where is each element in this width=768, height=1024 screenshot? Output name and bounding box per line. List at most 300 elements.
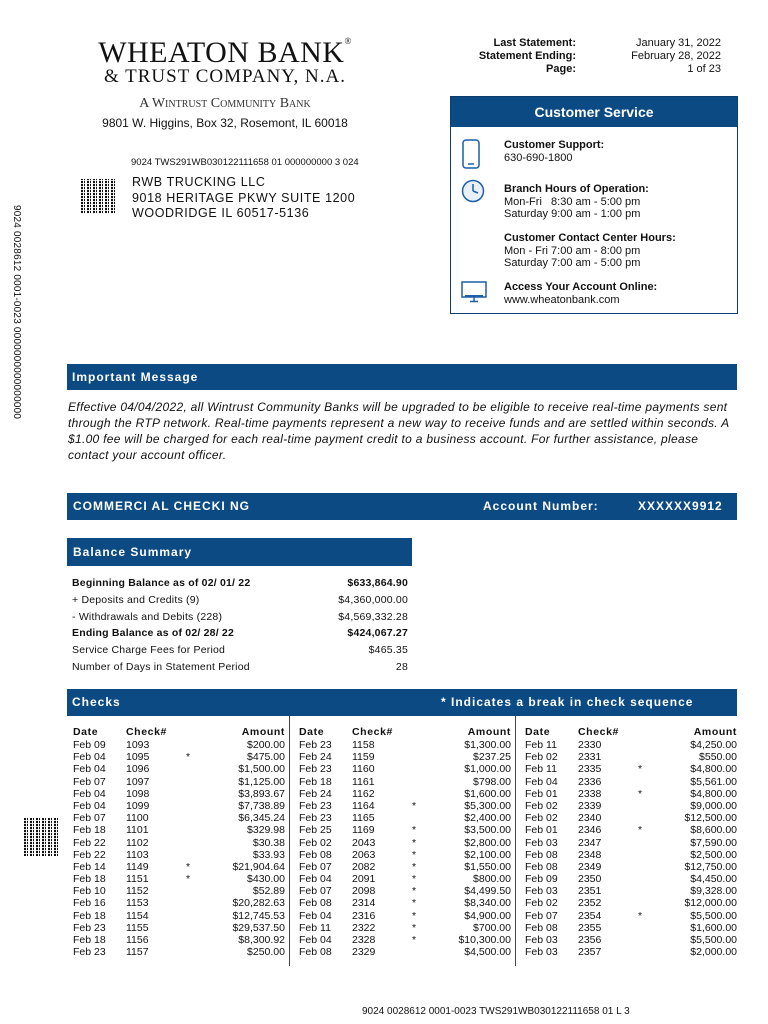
check-row bbox=[299, 739, 511, 751]
sequence-break-marker bbox=[178, 837, 198, 849]
check-number: 2098 bbox=[352, 885, 376, 898]
check-amount: $2,100.00 bbox=[464, 848, 511, 861]
check-row bbox=[525, 739, 737, 751]
check-number: 2348 bbox=[578, 848, 602, 861]
sequence-break-marker bbox=[178, 934, 198, 946]
sequence-break-marker bbox=[178, 897, 198, 909]
check-date: Feb 03 bbox=[525, 885, 558, 898]
check-number: 2322 bbox=[352, 921, 376, 934]
checks-column-1 bbox=[73, 725, 285, 958]
check-number: 1100 bbox=[126, 812, 149, 825]
check-date: Feb 04 bbox=[73, 763, 106, 776]
balance-row-value: $4,569,332.28 bbox=[338, 610, 408, 623]
balance-row bbox=[72, 575, 408, 592]
check-amount: $12,000.00 bbox=[684, 897, 737, 910]
sequence-break-marker bbox=[178, 849, 198, 861]
check-amount: $5,500.00 bbox=[690, 934, 737, 946]
check-row bbox=[299, 885, 511, 897]
check-amount: $200.00 bbox=[247, 739, 285, 751]
sequence-break-marker bbox=[178, 776, 198, 788]
check-row bbox=[73, 910, 285, 922]
check-number: 2347 bbox=[578, 836, 602, 849]
check-row bbox=[299, 873, 511, 885]
check-row bbox=[73, 861, 285, 873]
sequence-break-marker bbox=[178, 800, 198, 812]
check-number: 2314 bbox=[352, 897, 376, 910]
check-amount: $6,345.24 bbox=[238, 812, 285, 825]
sequence-break-marker bbox=[630, 873, 650, 885]
check-number: 2331 bbox=[578, 751, 602, 764]
check-row bbox=[299, 946, 511, 958]
sequence-break-marker: * bbox=[637, 763, 643, 776]
check-number: 1164 bbox=[352, 799, 375, 812]
check-row bbox=[299, 849, 511, 861]
important-message-header: Important Message bbox=[67, 364, 737, 390]
balance-row-value: 28 bbox=[395, 660, 408, 673]
checks-column-3 bbox=[525, 725, 737, 958]
check-number: 1102 bbox=[126, 836, 149, 849]
check-amount: $329.98 bbox=[247, 824, 285, 837]
check-amount: $2,000.00 bbox=[690, 946, 737, 959]
check-number: 2357 bbox=[578, 946, 602, 959]
account-number-label: Account Number: bbox=[483, 499, 599, 513]
sequence-break-marker bbox=[404, 739, 424, 751]
check-date: Feb 22 bbox=[73, 836, 106, 849]
check-amount: $5,561.00 bbox=[690, 775, 737, 788]
check-date: Feb 14 bbox=[73, 860, 106, 873]
check-row bbox=[299, 751, 511, 763]
check-number: 2339 bbox=[578, 799, 602, 812]
check-date: Feb 18 bbox=[73, 873, 106, 886]
check-amount: $430.00 bbox=[247, 873, 285, 886]
check-row bbox=[525, 824, 737, 836]
check-amount: $21,904.64 bbox=[232, 860, 285, 873]
check-amount: $8,600.00 bbox=[690, 824, 737, 837]
account-type: COMMERCI AL CHECKI NG bbox=[73, 499, 250, 513]
check-row bbox=[299, 776, 511, 788]
balance-row-label: Ending Balance as of 02/ 28/ 22 bbox=[72, 627, 235, 640]
sequence-break-marker bbox=[178, 812, 198, 824]
sequence-break-marker bbox=[630, 739, 650, 751]
check-date: Feb 07 bbox=[525, 909, 558, 922]
check-number: 2082 bbox=[352, 860, 376, 873]
header-spacer bbox=[178, 725, 198, 739]
check-number: 1169 bbox=[352, 824, 375, 837]
balance-row bbox=[72, 642, 408, 659]
check-amount: $4,800.00 bbox=[690, 763, 737, 776]
balance-row bbox=[72, 659, 408, 676]
check-row bbox=[73, 788, 285, 800]
balance-row-value: $633,864.90 bbox=[347, 577, 408, 589]
qr-barcode-icon bbox=[81, 179, 115, 213]
sequence-break-marker bbox=[630, 837, 650, 849]
check-amount: $3,500.00 bbox=[464, 824, 511, 837]
bank-name: WHEATON BANK® bbox=[98, 36, 352, 69]
sequence-break-marker: * bbox=[411, 824, 417, 837]
check-row bbox=[299, 800, 511, 812]
check-date: Feb 07 bbox=[73, 775, 106, 788]
balance-summary-header: Balance Summary bbox=[67, 538, 412, 566]
header-date: Date bbox=[73, 726, 99, 738]
check-date: Feb 04 bbox=[525, 775, 558, 788]
check-date: Feb 07 bbox=[73, 812, 106, 825]
check-number: 1103 bbox=[126, 848, 149, 861]
sequence-break-marker bbox=[178, 910, 198, 922]
sequence-break-marker bbox=[404, 812, 424, 824]
footer-code: 9024 0028612 0001-0023 TWS291WB030122111658 01 L 3 bbox=[362, 1006, 630, 1017]
check-amount: $12,500.00 bbox=[684, 812, 737, 825]
check-date: Feb 08 bbox=[525, 921, 558, 934]
check-date: Feb 01 bbox=[525, 787, 558, 800]
check-date: Feb 08 bbox=[299, 848, 332, 861]
balance-row-label: Number of Days in Statement Period bbox=[72, 660, 250, 673]
sequence-break-marker: * bbox=[411, 836, 417, 849]
header-check-number: Check# bbox=[352, 726, 393, 738]
sequence-break-marker: * bbox=[411, 909, 417, 922]
sequence-break-marker bbox=[404, 776, 424, 788]
check-date: Feb 04 bbox=[73, 787, 106, 800]
check-number: 2329 bbox=[352, 946, 376, 959]
check-date: Feb 08 bbox=[525, 860, 558, 873]
balance-row bbox=[72, 609, 408, 626]
statement-meta-values bbox=[580, 37, 721, 76]
check-number: 2346 bbox=[578, 824, 602, 837]
check-number: 2338 bbox=[578, 787, 602, 800]
check-amount: $9,328.00 bbox=[690, 885, 737, 898]
mailing-address: RWB TRUCKING LLC 9018 HERITAGE PKWY SUITE 1200 WOODRIDGE IL 60517-5136 bbox=[132, 175, 356, 220]
check-row bbox=[73, 946, 285, 958]
check-amount: $800.00 bbox=[473, 873, 511, 886]
check-row bbox=[525, 910, 737, 922]
check-row bbox=[299, 812, 511, 824]
check-row bbox=[525, 776, 737, 788]
sequence-break-marker: * bbox=[185, 751, 191, 764]
check-date: Feb 23 bbox=[299, 812, 332, 825]
check-number: 1095 bbox=[126, 751, 150, 764]
check-number: 1152 bbox=[126, 885, 149, 898]
branch-hours: Branch Hours of Operation: Mon-Fri 8:30 am - 5:00 pm Saturday 9:00 am - 1:00 pm bbox=[504, 183, 649, 220]
check-row bbox=[525, 837, 737, 849]
check-date: Feb 09 bbox=[525, 873, 558, 886]
check-amount: $29,537.50 bbox=[232, 921, 285, 934]
contact-center-hours: Customer Contact Center Hours: Mon - Fri 7:00 am - 8:00 pm Saturday 7:00 am - 5:00 pm bbox=[504, 232, 676, 269]
sequence-break-marker: * bbox=[411, 848, 417, 861]
check-amount: $1,000.00 bbox=[464, 763, 511, 776]
check-date: Feb 23 bbox=[299, 739, 332, 751]
check-amount: $7,590.00 bbox=[690, 836, 737, 849]
header-spacer bbox=[404, 725, 424, 739]
check-row bbox=[525, 751, 737, 763]
checks-note: * Indicates a break in check sequence bbox=[441, 695, 694, 709]
sequence-break-marker: * bbox=[185, 860, 191, 873]
account-number: XXXXXX9912 bbox=[638, 499, 723, 513]
header-spacer bbox=[630, 725, 650, 739]
check-row bbox=[73, 873, 285, 885]
check-amount: $5,300.00 bbox=[464, 799, 511, 812]
check-number: 2355 bbox=[578, 921, 602, 934]
check-date: Feb 04 bbox=[73, 799, 106, 812]
check-number: 2340 bbox=[578, 812, 602, 825]
side-barcode-icon bbox=[24, 818, 58, 856]
check-date: Feb 25 bbox=[299, 824, 332, 837]
check-row bbox=[73, 751, 285, 763]
header-check-number: Check# bbox=[126, 726, 167, 738]
check-row bbox=[525, 897, 737, 909]
check-amount: $798.00 bbox=[473, 775, 511, 788]
check-row bbox=[299, 897, 511, 909]
check-number: 1096 bbox=[126, 763, 150, 776]
check-row bbox=[73, 897, 285, 909]
sequence-break-marker: * bbox=[411, 934, 417, 946]
check-number: 1099 bbox=[126, 799, 150, 812]
side-code: 9024 0028612 0001-0023 0000000000000000 bbox=[11, 205, 22, 420]
check-number: 2354 bbox=[578, 909, 602, 922]
check-date: Feb 04 bbox=[299, 873, 332, 886]
check-row bbox=[525, 861, 737, 873]
sequence-break-marker bbox=[178, 922, 198, 934]
sequence-break-marker bbox=[630, 776, 650, 788]
balance-row-label: - Withdrawals and Debits (228) bbox=[72, 610, 223, 623]
check-date: Feb 24 bbox=[299, 787, 332, 800]
statement-ending-value: February 28, 2022 bbox=[631, 50, 721, 62]
check-number: 1093 bbox=[126, 739, 150, 751]
header-amount: Amount bbox=[467, 726, 511, 738]
balance-row-label: Beginning Balance as of 02/ 01/ 22 bbox=[72, 577, 251, 589]
check-amount: $7,738.89 bbox=[238, 799, 285, 812]
support-phone: 630-690-1800 bbox=[504, 151, 573, 164]
checks-column-header bbox=[73, 725, 285, 739]
balance-row-value: $424,067.27 bbox=[347, 627, 408, 640]
customer-support: Customer Support: 630-690-1800 bbox=[504, 139, 605, 164]
check-amount: $30.38 bbox=[252, 836, 285, 849]
online-access: Access Your Account Online: www.wheatonbank.com bbox=[504, 281, 658, 306]
check-date: Feb 02 bbox=[525, 812, 558, 825]
balance-row-label: Service Charge Fees for Period bbox=[72, 644, 226, 657]
check-amount: $4,900.00 bbox=[464, 909, 511, 922]
page-label: Page: bbox=[546, 63, 576, 75]
sequence-break-marker bbox=[630, 885, 650, 897]
check-number: 1098 bbox=[126, 787, 150, 800]
check-amount: $475.00 bbox=[247, 751, 285, 764]
check-number: 2349 bbox=[578, 860, 602, 873]
check-date: Feb 07 bbox=[299, 885, 332, 898]
sequence-break-marker bbox=[630, 812, 650, 824]
balance-row bbox=[72, 625, 408, 642]
sequence-break-marker bbox=[630, 946, 650, 958]
check-number: 1158 bbox=[352, 739, 375, 751]
last-statement-label: Last Statement: bbox=[493, 37, 576, 49]
check-number: 1151 bbox=[126, 873, 149, 886]
check-date: Feb 11 bbox=[525, 739, 557, 751]
check-date: Feb 04 bbox=[299, 909, 332, 922]
check-amount: $2,400.00 bbox=[464, 812, 511, 825]
check-date: Feb 08 bbox=[525, 848, 558, 861]
sequence-break-marker bbox=[178, 739, 198, 751]
check-amount: $1,600.00 bbox=[464, 787, 511, 800]
checks-column-2 bbox=[299, 725, 511, 958]
check-row bbox=[525, 800, 737, 812]
check-amount: $1,300.00 bbox=[464, 739, 511, 751]
check-date: Feb 01 bbox=[525, 824, 558, 837]
check-date: Feb 07 bbox=[299, 860, 332, 873]
check-number: 1160 bbox=[352, 763, 375, 776]
check-date: Feb 02 bbox=[525, 897, 558, 910]
check-number: 1101 bbox=[126, 824, 149, 837]
check-row bbox=[73, 800, 285, 812]
check-amount: $550.00 bbox=[699, 751, 737, 764]
check-row bbox=[73, 776, 285, 788]
bank-address: 9801 W. Higgins, Box 32, Rosemont, IL 60018 bbox=[102, 116, 348, 130]
check-number: 1155 bbox=[126, 921, 149, 934]
check-row bbox=[525, 922, 737, 934]
balance-row-value: $465.35 bbox=[368, 644, 408, 657]
sequence-break-marker: * bbox=[637, 909, 643, 922]
check-number: 1162 bbox=[352, 787, 375, 800]
check-number: 2316 bbox=[352, 909, 376, 922]
check-number: 2351 bbox=[578, 885, 602, 898]
sequence-break-marker: * bbox=[637, 787, 643, 800]
check-date: Feb 18 bbox=[73, 934, 106, 946]
check-row bbox=[525, 788, 737, 800]
clock-icon bbox=[461, 179, 485, 208]
check-row bbox=[525, 934, 737, 946]
check-row bbox=[525, 812, 737, 824]
balance-row-label: + Deposits and Credits (9) bbox=[72, 593, 200, 606]
check-amount: $33.93 bbox=[252, 848, 285, 861]
check-amount: $4,499.50 bbox=[464, 885, 511, 898]
check-amount: $4,450.00 bbox=[690, 873, 737, 886]
balance-row-value: $4,360,000.00 bbox=[338, 593, 408, 606]
checks-column-header bbox=[299, 725, 511, 739]
checks-header bbox=[67, 689, 737, 716]
check-number: 1097 bbox=[126, 775, 150, 788]
check-date: Feb 03 bbox=[525, 836, 558, 849]
check-date: Feb 08 bbox=[299, 897, 332, 910]
check-row bbox=[525, 763, 737, 775]
check-number: 2328 bbox=[352, 934, 376, 946]
check-amount: $20,282.63 bbox=[232, 897, 285, 910]
check-amount: $3,893.67 bbox=[238, 787, 285, 800]
check-number: 2330 bbox=[578, 739, 602, 751]
header-date: Date bbox=[299, 726, 325, 738]
balance-row bbox=[72, 592, 408, 609]
statement-meta-labels bbox=[440, 37, 576, 76]
check-amount: $4,250.00 bbox=[690, 739, 737, 751]
sequence-break-marker bbox=[178, 824, 198, 836]
important-message-text: Effective 04/04/2022, all Wintrust Community Banks will be upgraded to be eligible to receive real-time payments sent through the RTP network. Real-time payments represent a new way to receive funds and are settled within seconds. A $1.00 fee will be charged for each real-time payment credit to a business account. For further assistance, please contact your account officer. bbox=[68, 400, 729, 462]
bank-affiliation: A Wintrust Community Bank bbox=[139, 96, 311, 111]
check-date: Feb 23 bbox=[299, 799, 332, 812]
check-row bbox=[73, 885, 285, 897]
check-amount: $4,800.00 bbox=[690, 787, 737, 800]
checks-column-header bbox=[525, 725, 737, 739]
check-number: 1165 bbox=[352, 812, 375, 825]
check-row bbox=[73, 739, 285, 751]
check-row bbox=[299, 763, 511, 775]
check-row bbox=[299, 910, 511, 922]
header-date: Date bbox=[525, 726, 551, 738]
check-date: Feb 10 bbox=[73, 885, 106, 898]
check-amount: $1,125.00 bbox=[238, 775, 285, 788]
check-date: Feb 11 bbox=[299, 921, 331, 934]
check-date: Feb 03 bbox=[525, 934, 558, 946]
check-number: 1153 bbox=[126, 897, 149, 910]
check-date: Feb 23 bbox=[73, 946, 106, 959]
check-date: Feb 22 bbox=[73, 848, 106, 861]
monitor-icon bbox=[461, 281, 487, 308]
check-number: 2063 bbox=[352, 848, 376, 861]
check-row bbox=[525, 849, 737, 861]
check-number: 1154 bbox=[126, 909, 149, 922]
check-amount: $4,500.00 bbox=[464, 946, 511, 959]
sequence-break-marker bbox=[404, 946, 424, 958]
sequence-break-marker: * bbox=[411, 860, 417, 873]
sequence-break-marker: * bbox=[411, 897, 417, 910]
check-row bbox=[525, 946, 737, 958]
check-row bbox=[299, 922, 511, 934]
sequence-break-marker bbox=[630, 861, 650, 873]
statement-ending-label: Statement Ending: bbox=[478, 50, 576, 62]
check-number: 1156 bbox=[126, 934, 149, 946]
check-number: 2091 bbox=[352, 873, 376, 886]
check-number: 2352 bbox=[578, 897, 602, 910]
phone-icon bbox=[461, 139, 481, 174]
check-amount: $237.25 bbox=[473, 751, 511, 764]
check-row bbox=[525, 873, 737, 885]
check-date: Feb 16 bbox=[73, 897, 106, 910]
check-amount: $8,300.92 bbox=[238, 934, 285, 946]
last-statement-value: January 31, 2022 bbox=[635, 37, 721, 49]
sequence-break-marker bbox=[404, 751, 424, 763]
check-number: 2356 bbox=[578, 934, 602, 946]
check-amount: $12,750.00 bbox=[684, 860, 737, 873]
sequence-break-marker bbox=[630, 934, 650, 946]
check-amount: $9,000.00 bbox=[690, 799, 737, 812]
check-row bbox=[73, 824, 285, 836]
check-row bbox=[299, 788, 511, 800]
sequence-break-marker: * bbox=[411, 885, 417, 898]
check-amount: $1,500.00 bbox=[238, 763, 285, 776]
sequence-break-marker bbox=[404, 763, 424, 775]
online-url-link[interactable]: www.wheatonbank.com bbox=[504, 293, 620, 306]
page-value: 1 of 23 bbox=[687, 63, 721, 75]
check-amount: $250.00 bbox=[247, 946, 285, 959]
sequence-break-marker bbox=[630, 922, 650, 934]
check-amount: $8,340.00 bbox=[464, 897, 511, 910]
header-amount: Amount bbox=[693, 726, 737, 738]
check-number: 2336 bbox=[578, 775, 602, 788]
check-row bbox=[73, 922, 285, 934]
sequence-break-marker bbox=[178, 946, 198, 958]
check-date: Feb 08 bbox=[299, 946, 332, 959]
column-divider bbox=[515, 716, 516, 966]
sequence-break-marker bbox=[178, 763, 198, 775]
scan-line: 9024 TWS291WB030122111658 01 000000000 3 024 bbox=[131, 157, 359, 168]
bank-logo bbox=[90, 36, 360, 130]
check-date: Feb 04 bbox=[73, 751, 106, 764]
check-date: Feb 23 bbox=[299, 763, 332, 776]
check-number: 2335 bbox=[578, 763, 602, 776]
balance-summary-table bbox=[72, 575, 408, 676]
check-amount: $5,500.00 bbox=[690, 909, 737, 922]
check-date: Feb 02 bbox=[525, 799, 558, 812]
check-number: 1161 bbox=[352, 775, 375, 788]
check-row bbox=[73, 812, 285, 824]
customer-service-box bbox=[450, 96, 738, 314]
check-amount: $1,550.00 bbox=[464, 860, 511, 873]
sequence-break-marker bbox=[178, 885, 198, 897]
check-number: 2350 bbox=[578, 873, 602, 886]
